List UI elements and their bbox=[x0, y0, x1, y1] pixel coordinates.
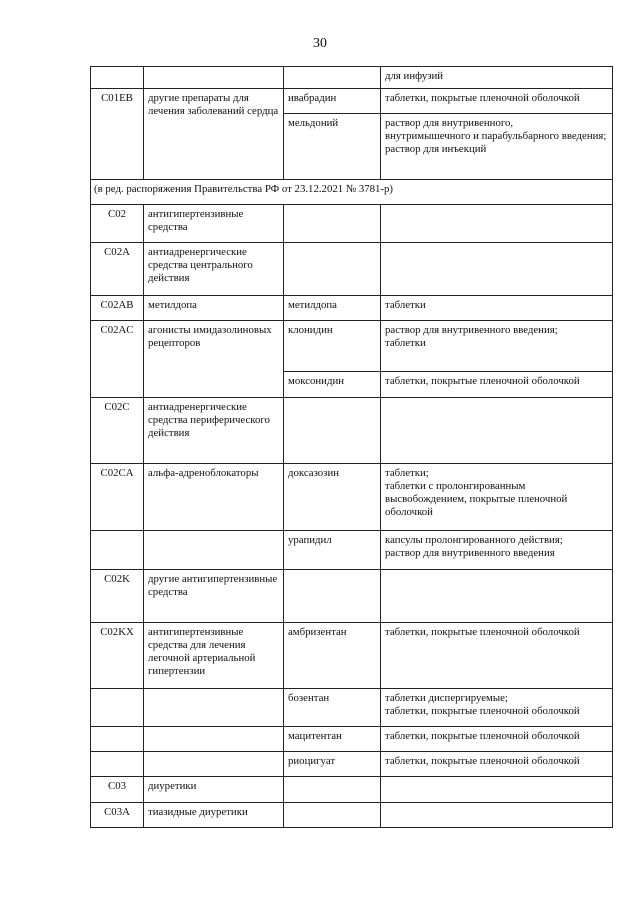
drug-cell: моксонидин bbox=[284, 372, 381, 398]
drug-cell bbox=[284, 67, 381, 89]
drug-cell bbox=[284, 398, 381, 464]
atc-code-cell bbox=[91, 727, 144, 752]
table-row bbox=[91, 296, 613, 321]
group-cell bbox=[144, 67, 284, 89]
dosage-form-cell bbox=[381, 243, 613, 296]
atc-code-cell: C02AB bbox=[91, 296, 144, 321]
dosage-form-cell bbox=[381, 205, 613, 243]
table-row bbox=[91, 398, 613, 464]
amendment-note: (в ред. распоряжения Правительства РФ от 23.12.2021 № 3781-р) bbox=[91, 180, 613, 205]
group-cell: тиазидные диуретики bbox=[144, 803, 284, 828]
table-row bbox=[91, 180, 613, 205]
dosage-form-cell bbox=[381, 803, 613, 828]
drug-cell bbox=[284, 243, 381, 296]
table-row bbox=[91, 243, 613, 296]
drug-cell: бозентан bbox=[284, 689, 381, 727]
page-number: 30 bbox=[313, 36, 327, 51]
dosage-form-cell bbox=[381, 398, 613, 464]
drug-cell: доксазозин bbox=[284, 464, 381, 531]
dosage-form-cell: таблетки bbox=[381, 296, 613, 321]
drug-cell: мацитентан bbox=[284, 727, 381, 752]
table-row bbox=[91, 67, 613, 89]
group-cell: другие препараты для лечения заболеваний сердца bbox=[144, 89, 284, 180]
table-row bbox=[91, 727, 613, 752]
group-cell: антигипертензивные средства bbox=[144, 205, 284, 243]
atc-code-cell: C02K bbox=[91, 570, 144, 623]
dosage-form-cell: таблетки, покрытые пленочной оболочкой bbox=[381, 623, 613, 689]
group-cell: другие антигипертензивные средства bbox=[144, 570, 284, 623]
atc-code-cell: C03 bbox=[91, 777, 144, 803]
drug-cell bbox=[284, 570, 381, 623]
dosage-form-cell bbox=[381, 777, 613, 803]
atc-code-cell bbox=[91, 531, 144, 570]
dosage-form-cell: таблетки, покрытые пленочной оболочкой bbox=[381, 89, 613, 114]
atc-code-cell: C02KX bbox=[91, 623, 144, 689]
group-cell bbox=[144, 531, 284, 570]
drug-cell bbox=[284, 205, 381, 243]
atc-code-cell: C02 bbox=[91, 205, 144, 243]
atc-code-cell: C02C bbox=[91, 398, 144, 464]
drug-cell: амбризентан bbox=[284, 623, 381, 689]
table-row bbox=[91, 205, 613, 243]
dosage-form-cell: для инфузий bbox=[381, 67, 613, 89]
table-row bbox=[91, 623, 613, 689]
table-row bbox=[91, 321, 613, 372]
medication-table bbox=[90, 66, 613, 828]
dosage-form-cell: раствор для внутривенного, внутримышечного и парабульбарного введения; раствор для инъекций bbox=[381, 114, 613, 180]
atc-code-cell: C01EB bbox=[91, 89, 144, 180]
dosage-form-cell: таблетки, покрытые пленочной оболочкой bbox=[381, 752, 613, 777]
drug-cell bbox=[284, 803, 381, 828]
drug-cell bbox=[284, 777, 381, 803]
dosage-form-cell: таблетки диспергируемые; таблетки, покрытые пленочной оболочкой bbox=[381, 689, 613, 727]
drug-cell: клонидин bbox=[284, 321, 381, 372]
group-cell: антиадренергические средства центрального действия bbox=[144, 243, 284, 296]
table-row bbox=[91, 752, 613, 777]
drug-cell: метилдопа bbox=[284, 296, 381, 321]
group-cell: агонисты имидазолиновых рецепторов bbox=[144, 321, 284, 398]
dosage-form-cell: таблетки, покрытые пленочной оболочкой bbox=[381, 727, 613, 752]
drug-cell: ивабрадин bbox=[284, 89, 381, 114]
atc-code-cell: C02CA bbox=[91, 464, 144, 531]
table-row bbox=[91, 803, 613, 828]
group-cell: альфа-адреноблокаторы bbox=[144, 464, 284, 531]
table-row bbox=[91, 531, 613, 570]
group-cell: диуретики bbox=[144, 777, 284, 803]
table-row bbox=[91, 777, 613, 803]
dosage-form-cell: капсулы пролонгированного действия; раствор для внутривенного введения bbox=[381, 531, 613, 570]
drug-cell: риоцигуат bbox=[284, 752, 381, 777]
table-row bbox=[91, 89, 613, 114]
drug-cell: мельдоний bbox=[284, 114, 381, 180]
group-cell: антиадренергические средства периферического действия bbox=[144, 398, 284, 464]
atc-code-cell bbox=[91, 689, 144, 727]
group-cell bbox=[144, 727, 284, 752]
atc-code-cell: C02A bbox=[91, 243, 144, 296]
table-row bbox=[91, 570, 613, 623]
drug-cell: урапидил bbox=[284, 531, 381, 570]
atc-code-cell: C02AC bbox=[91, 321, 144, 398]
group-cell bbox=[144, 689, 284, 727]
table-row bbox=[91, 689, 613, 727]
group-cell: антигипертензивные средства для лечения легочной артериальной гипертензии bbox=[144, 623, 284, 689]
group-cell bbox=[144, 752, 284, 777]
dosage-form-cell: раствор для внутривенного введения; таблетки bbox=[381, 321, 613, 372]
atc-code-cell: C03A bbox=[91, 803, 144, 828]
atc-code-cell bbox=[91, 67, 144, 89]
atc-code-cell bbox=[91, 752, 144, 777]
group-cell: метилдопа bbox=[144, 296, 284, 321]
dosage-form-cell: таблетки, покрытые пленочной оболочкой bbox=[381, 372, 613, 398]
dosage-form-cell bbox=[381, 570, 613, 623]
dosage-form-cell: таблетки; таблетки с пролонгированным высвобождением, покрытые пленочной оболочкой bbox=[381, 464, 613, 531]
table-row bbox=[91, 464, 613, 531]
